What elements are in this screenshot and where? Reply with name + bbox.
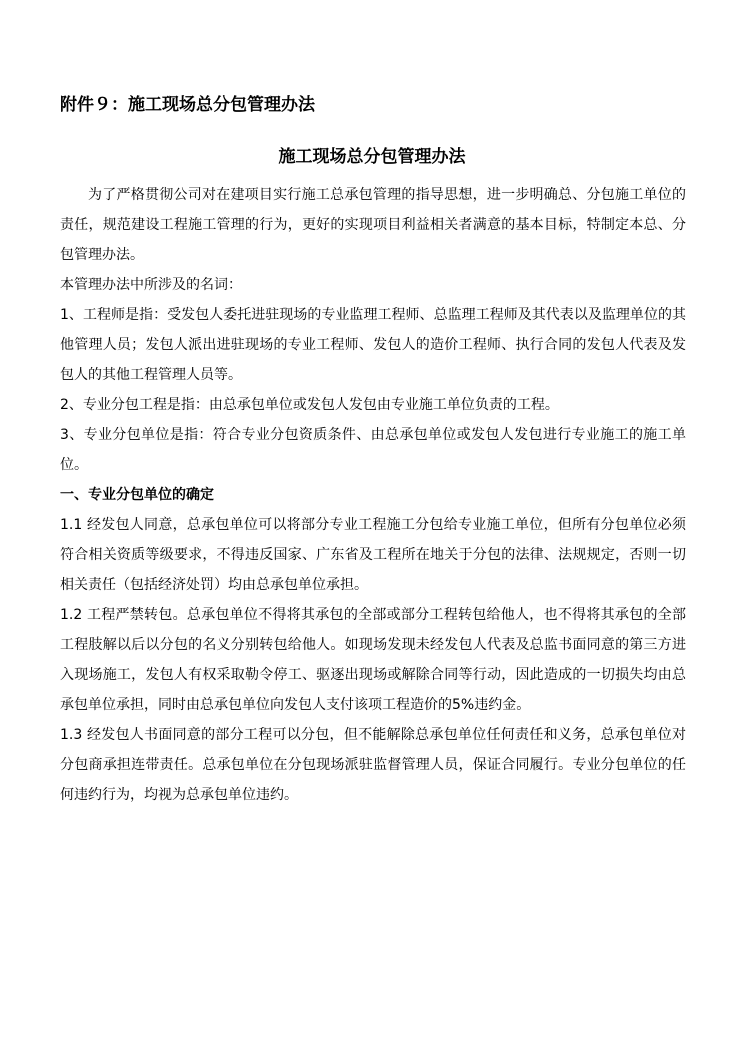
clause-1-2: 1.2 工程严禁转包。总承包单位不得将其承包的全部或部分工程转包给他人，也不得将其承包的全部工程肢解以后以分包的名义分别转包给他人。如现场发现未经发包人代表及总监书面同意的第三方进入现场施工，发包人有权采取勒令停工、驱逐出现场或解除合同等行动，因此造成的一切损失均由总承包单位承担，同时由总承包单位向发包人支付该项工程造价的5%违约金。 xyxy=(60,607,686,713)
attachment-title: 附件９：施工现场总分包管理办法 xyxy=(60,95,315,115)
document-body xyxy=(60,180,686,810)
clause-1-1: 1.1 经发包人同意，总承包单位可以将部分专业工程施工分包给专业施工单位，但所有分包单位必须符合相关资质等级要求，不得违反国家、广东省及工程所在地关于分包的法律、法规规定，否则一切相关责任（包括经济处罚）均由总承包单位承担。 xyxy=(60,517,686,593)
terms-heading: 本管理办法中所涉及的名词： xyxy=(60,277,242,293)
term-engineer: 1、工程师是指：受发包人委托进驻现场的专业监理工程师、总监理工程师及其代表以及监理单位的其他管理人员；发包人派出进驻现场的专业工程师、发包人的造价工程师、执行合同的发包人代表及发包人的其他工程管理人员等。 xyxy=(60,307,686,383)
clause-1-3: 1.3 经发包人书面同意的部分工程可以分包，但不能解除总承包单位任何责任和义务，总承包单位对分包商承担连带责任。总承包单位在分包现场派驻监督管理人员，保证合同履行。专业分包单位的任何违约行为，均视为总承包单位违约。 xyxy=(60,727,686,803)
document-title: 施工现场总分包管理办法 xyxy=(278,147,466,167)
intro-paragraph: 为了严格贯彻公司对在建项目实行施工总承包管理的指导思想，进一步明确总、分包施工单位的责任，规范建设工程施工管理的行为，更好的实现项目利益相关者满意的基本目标，特制定本总、分包管理办法。 xyxy=(60,187,686,263)
section-1-heading: 一、专业分包单位的确定 xyxy=(60,487,214,503)
term-specialty-subcontract-work: 2、专业分包工程是指：由总承包单位或发包人发包由专业施工单位负责的工程。 xyxy=(60,397,559,413)
term-specialty-subcontractor: 3、专业分包单位是指：符合专业分包资质条件、由总承包单位或发包人发包进行专业施工的施工单位。 xyxy=(60,427,686,473)
